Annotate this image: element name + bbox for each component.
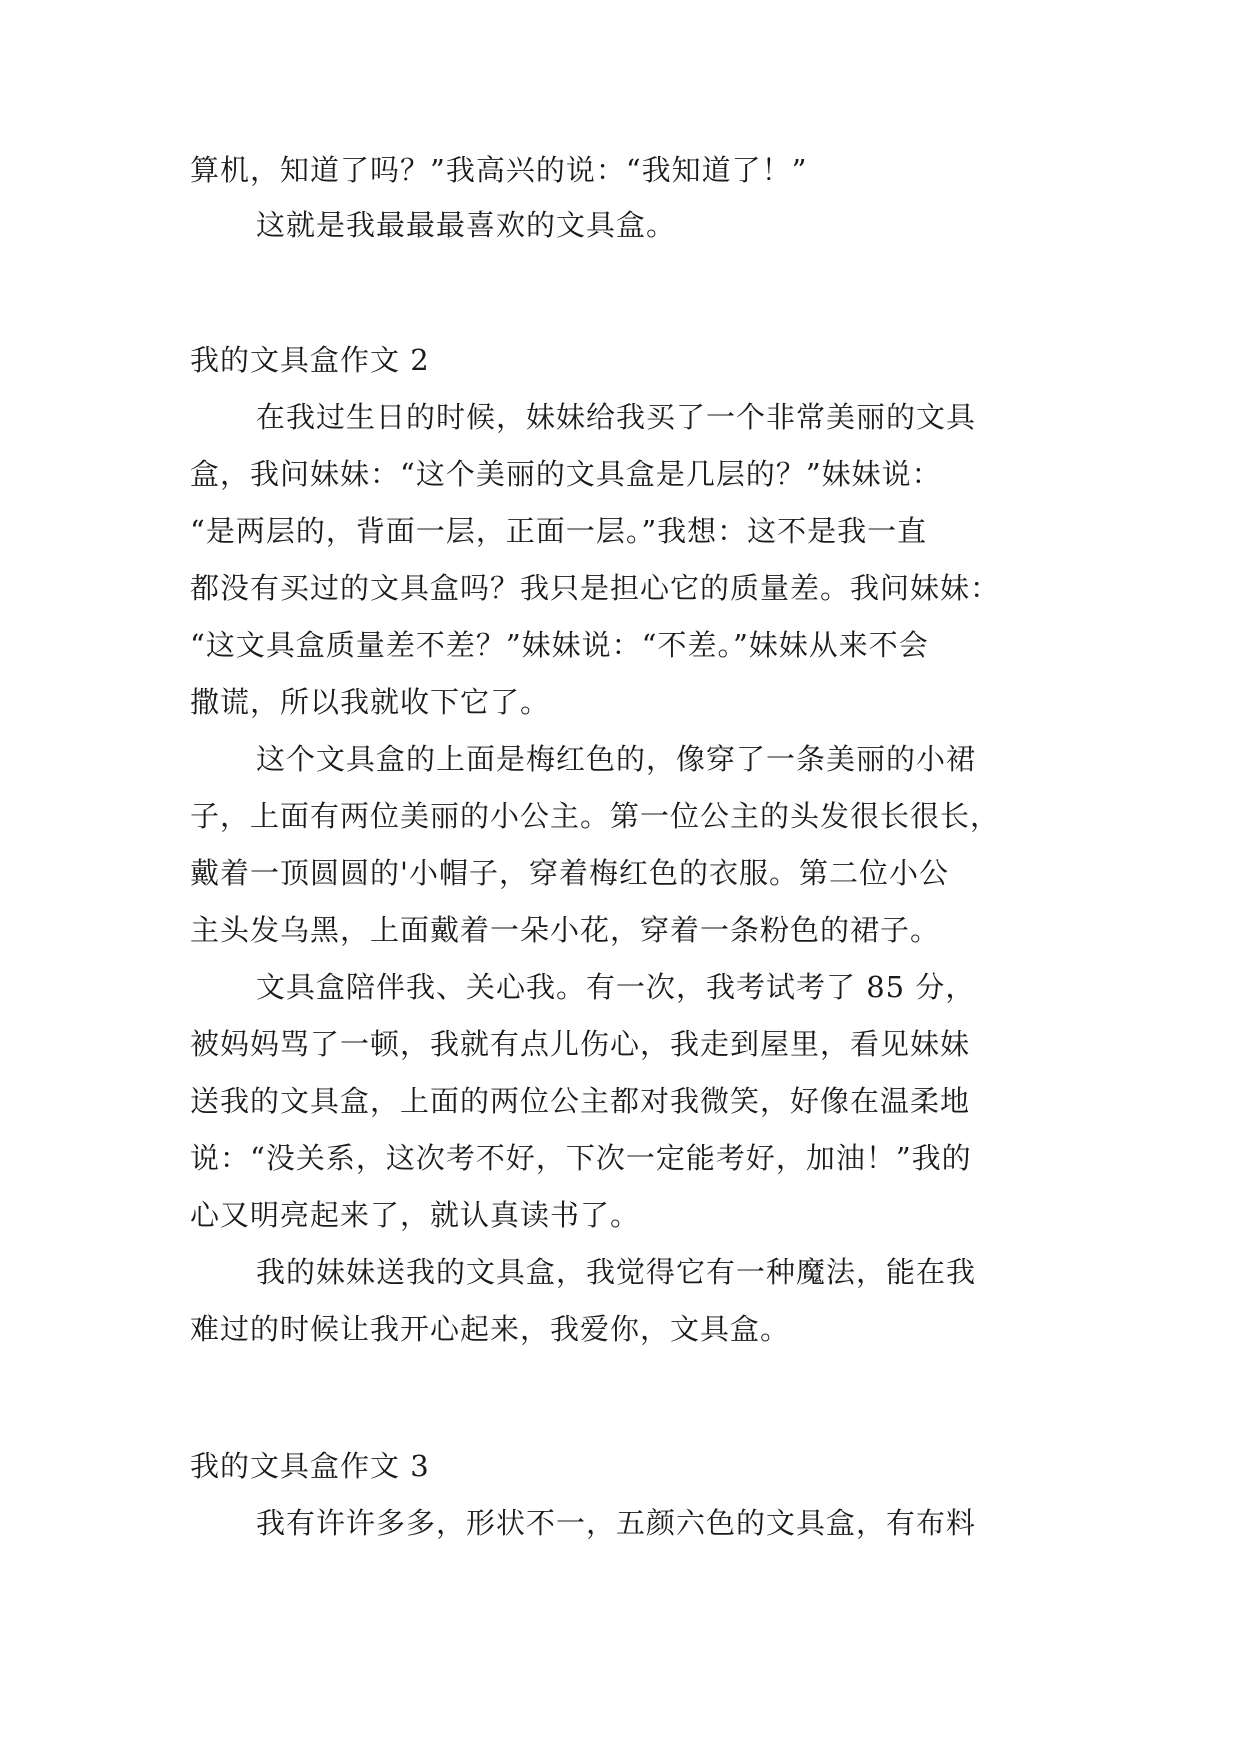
text-line: 子，上面有两位美丽的小公主。第一位公主的头发很长很长， — [190, 799, 1001, 833]
text-line: 我有许许多多，形状不一，五颜六色的文具盒，有布料 — [256, 1506, 977, 1540]
text-line: 都没有买过的文具盒吗？我只是担心它的质量差。我问妹妹： — [190, 571, 1001, 605]
text-line: 心又明亮起来了，就认真读书了。 — [190, 1198, 641, 1232]
text-line: 这就是我最最最喜欢的文具盒。 — [256, 208, 677, 242]
text-line: 在我过生日的时候，妹妹给我买了一个非常美丽的文具 — [256, 400, 977, 434]
text-line: 我的妹妹送我的文具盒，我觉得它有一种魔法，能在我 — [256, 1255, 977, 1289]
text-line: 被妈妈骂了一顿，我就有点儿伤心，我走到屋里，看见妹妹 — [190, 1027, 971, 1061]
text-line: 主头发乌黑，上面戴着一朵小花，穿着一条粉色的裙子。 — [190, 913, 941, 947]
text-line: 说：“没关系，这次考不好，下次一定能考好，加油！”我的 — [190, 1141, 972, 1175]
text-line: 撒谎，所以我就收下它了。 — [190, 685, 551, 719]
text-line: 算机，知道了吗？”我高兴的说：“我知道了！” — [190, 153, 808, 187]
text-line: 文具盒陪伴我、关心我。有一次，我考试考了 85 分， — [256, 970, 976, 1004]
text-line: 难过的时候让我开心起来，我爱你，文具盒。 — [190, 1312, 791, 1346]
text-line: 这个文具盒的上面是梅红色的，像穿了一条美丽的小裙 — [256, 742, 977, 776]
section-heading: 我的文具盒作文 3 — [190, 1449, 430, 1483]
text-line: 送我的文具盒，上面的两位公主都对我微笑，好像在温柔地 — [190, 1084, 971, 1118]
text-line: 盒，我问妹妹：“这个美丽的文具盒是几层的？”妹妹说： — [190, 457, 942, 491]
section-heading: 我的文具盒作文 2 — [190, 343, 430, 377]
text-line: “这文具盒质量差不差？”妹妹说：“不差。”妹妹从来不会 — [190, 628, 929, 662]
text-line: 戴着一顶圆圆的'小帽子，穿着梅红色的衣服。第二位小公 — [190, 856, 949, 890]
text-line: “是两层的，背面一层，正面一层。”我想：这不是我一直 — [190, 514, 928, 548]
